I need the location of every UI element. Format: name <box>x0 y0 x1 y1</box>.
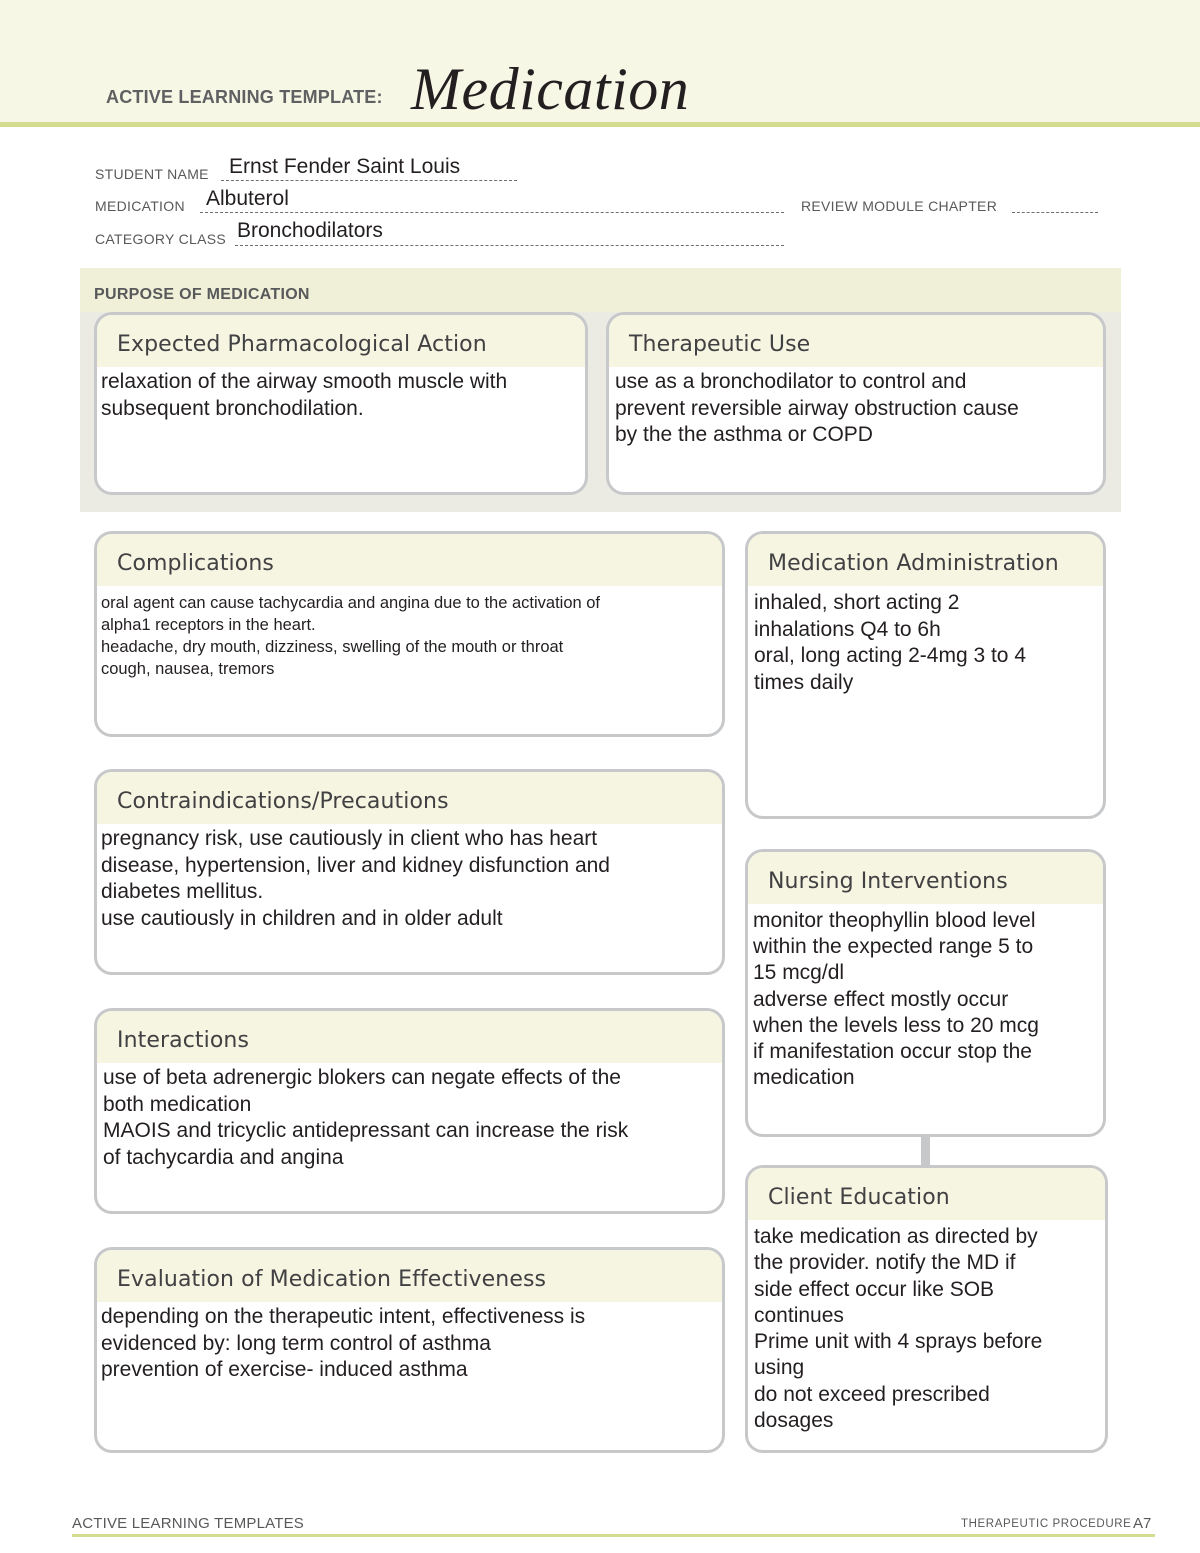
purpose-label: PURPOSE OF MEDICATION <box>94 286 310 303</box>
contraindications-box <box>94 769 725 975</box>
expected-action-header <box>97 315 585 367</box>
interactions-title: Interactions <box>117 1028 250 1053</box>
client-education-body[interactable]: take medication as directed by the provider. notify the MD if side effect occur like SOB continues Prime unit with 4 sprays before using do not exceed prescribed dosages <box>754 1225 1043 1433</box>
medication-label: MEDICATION <box>95 198 185 214</box>
category-class-line <box>235 245 784 246</box>
nursing-interventions-header <box>748 852 1103 904</box>
complications-box <box>94 531 725 737</box>
review-module-label: REVIEW MODULE CHAPTER <box>801 198 998 214</box>
medication-line <box>200 212 784 213</box>
nursing-interventions-body[interactable]: monitor theophyllin blood level within the expected range 5 to 15 mcg/dl adverse effect mostly occur when the levels less to 20 mcg if manifestation occur stop the medication <box>753 909 1039 1090</box>
student-name-label: STUDENT NAME <box>95 166 209 182</box>
footer-right: THERAPEUTIC PROCEDURE <box>961 1518 1132 1530</box>
template-label: ACTIVE LEARNING TEMPLATE: <box>106 87 383 107</box>
evaluation-title: Evaluation of Medication Effectiveness <box>117 1267 547 1292</box>
therapeutic-use-title: Therapeutic Use <box>629 332 811 357</box>
evaluation-header <box>97 1250 722 1302</box>
client-education-header <box>748 1168 1105 1220</box>
medication-administration-body[interactable]: inhaled, short acting 2 inhalations Q4 to 6h oral, long acting 2-4mg 3 to 4 times daily <box>754 591 1026 694</box>
therapeutic-use-header <box>609 315 1103 367</box>
contraindications-body[interactable]: pregnancy risk, use cautiously in client who has heart disease, hypertension, liver and kidney disfunction and diabetes mellitus. use cautiously in children and in older adult <box>101 827 610 930</box>
page-title: Medication <box>411 56 690 122</box>
interactions-box <box>94 1008 725 1214</box>
review-module-line <box>1012 212 1098 213</box>
contraindications-header <box>97 772 722 824</box>
interactions-body[interactable]: use of beta adrenergic blokers can negate effects of the both medication MAOIS and tricyclic antidepressant can increase the risk of tachycardia and angina <box>103 1066 629 1169</box>
therapeutic-use-box <box>606 312 1106 495</box>
evaluation-body[interactable]: depending on the therapeutic intent, effectiveness is evidenced by: long term control of asthma prevention of exercise- induced asthma <box>101 1305 586 1381</box>
medication-administration-title: Medication Administration <box>768 551 1059 576</box>
expected-action-body[interactable]: relaxation of the airway smooth muscle with subsequent bronchodilation. <box>101 370 508 420</box>
medication-field[interactable]: Albuterol <box>206 187 289 210</box>
category-class-label: CATEGORY CLASS <box>95 231 227 247</box>
evaluation-box <box>94 1247 725 1453</box>
complications-header <box>97 534 722 586</box>
student-name-line <box>221 180 517 181</box>
nursing-interventions-box <box>745 849 1106 1137</box>
page-number: A7 <box>1133 1515 1152 1532</box>
expected-action-title: Expected Pharmacological Action <box>117 332 487 357</box>
connector-bar <box>921 1134 930 1166</box>
interactions-header <box>97 1011 722 1063</box>
nursing-interventions-title: Nursing Interventions <box>768 869 1008 894</box>
client-education-title: Client Education <box>768 1185 950 1210</box>
contraindications-title: Contraindications/Precautions <box>117 789 449 814</box>
student-name-field[interactable]: Ernst Fender Saint Louis <box>229 155 461 178</box>
footer-rule <box>72 1534 1155 1537</box>
category-class-field[interactable]: Bronchodilators <box>237 219 383 242</box>
complications-body[interactable]: oral agent can cause tachycardia and angina due to the activation of alpha1 receptors in the heart. headache, dry mouth, dizziness, swelling of the mouth or throat cough, nausea, tremors <box>101 594 601 678</box>
therapeutic-use-body[interactable]: use as a bronchodilator to control and prevent reversible airway obstruction cause by the the asthma or COPD <box>615 370 1019 446</box>
medication-administration-box <box>745 531 1106 819</box>
complications-title: Complications <box>117 551 274 576</box>
footer-left: ACTIVE LEARNING TEMPLATES <box>72 1515 304 1532</box>
expected-action-box <box>94 312 588 495</box>
client-education-box <box>745 1165 1108 1453</box>
medication-administration-header <box>748 534 1103 586</box>
